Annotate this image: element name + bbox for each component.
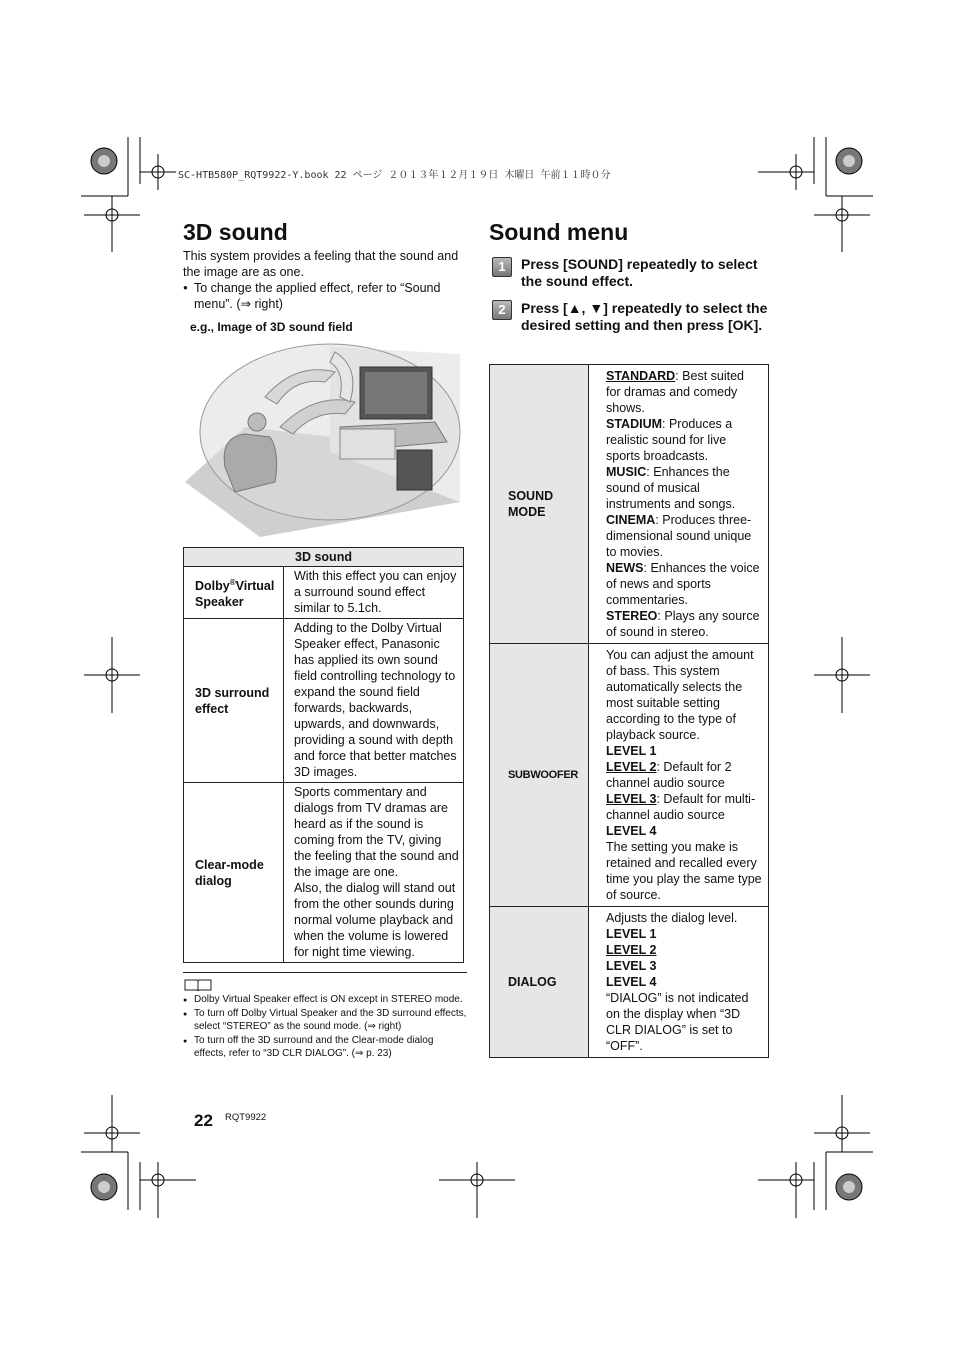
- intro-bullet: ● To change the applied effect, refer to “Sound menu”. (⇒ right): [183, 280, 467, 312]
- desc-sound-mode: [589, 365, 769, 644]
- option-name: NEWS: [606, 560, 644, 575]
- level-option: LEVEL 2: [606, 942, 657, 957]
- figure-caption: e.g., Image of 3D sound field: [190, 320, 353, 334]
- option-name: CINEMA: [606, 512, 656, 527]
- sound-mode-item: [606, 560, 762, 608]
- sound-mode-item: [606, 512, 762, 560]
- option-text: : Default for 2 channel audio source: [606, 759, 732, 790]
- 3d-sound-table: [183, 547, 464, 963]
- sound-mode-item: [606, 608, 762, 640]
- sound-mode-item: [606, 416, 762, 464]
- sound-mode-item: [606, 464, 762, 512]
- desc-subwoofer: [589, 644, 769, 907]
- option-text: : Default for multi-channel audio source: [606, 791, 756, 822]
- dialog-intro: Adjusts the dialog level.: [606, 910, 738, 925]
- step-2-badge: 2: [492, 300, 512, 320]
- note-item: ● To turn off Dolby Virtual Speaker and the 3D surround effects, select “STEREO” as the sound mode. (⇒ right): [183, 1007, 467, 1034]
- section-title-3d-sound: 3D sound: [183, 219, 288, 245]
- registered-mark: ®: [229, 577, 236, 587]
- table-row: [184, 567, 464, 619]
- row-label-3d-surround: 3D surround effect: [184, 619, 284, 783]
- notes-divider: [183, 972, 467, 973]
- option-name: LEVEL 3: [606, 791, 657, 806]
- subwoofer-intro: You can adjust the amount of bass. This system automatically selects the most suitable setting according to the type of playback source.: [606, 647, 754, 742]
- label-text: Virtual Speaker: [195, 579, 275, 610]
- row-label-dolby: [184, 567, 284, 619]
- sound-mode-item: [606, 368, 762, 416]
- table-header: 3D sound: [184, 548, 464, 567]
- model-code: RQT9922: [225, 1112, 267, 1123]
- step-1-badge: 1: [492, 257, 512, 277]
- step-1-text: Press [SOUND] repeatedly to select the sound effect.: [521, 256, 758, 289]
- subwoofer-outro: The setting you make is retained and recalled every time you play the same type of source.: [606, 839, 762, 902]
- table-row-subwoofer: [490, 644, 769, 907]
- option-text: : Best suited for dramas and comedy shows.: [606, 368, 745, 415]
- file-info-header: SC-HTB580P_RQT9922-Y.book 22 ページ ２０１３年１２月１９日 木曜日 午前１１時０分: [178, 170, 611, 181]
- row-label-clear-mode: Clear-mode dialog: [184, 783, 284, 963]
- notes-list: [183, 993, 467, 1061]
- level-option: LEVEL 4: [606, 823, 657, 838]
- table-row-sound-mode: [490, 365, 769, 644]
- table-row: [184, 619, 464, 783]
- table-row-dialog: [490, 907, 769, 1058]
- option-text: : Produces three-dimensional sound unique to movies.: [606, 512, 752, 559]
- table-header-row: [184, 548, 464, 567]
- sound-menu-table: [489, 364, 769, 1058]
- option-name: STADIUM: [606, 416, 663, 431]
- option-name: STEREO: [606, 608, 658, 623]
- option-text: : Plays any source of sound in stereo.: [606, 608, 760, 639]
- level-option: LEVEL 1: [606, 743, 657, 758]
- level-option: LEVEL 3: [606, 958, 657, 973]
- desc-paragraph: Sports commentary and dialogs from TV dramas are heard as if the sound is coming from the TV, giving the feeling that the sound and the image are one.: [294, 785, 459, 879]
- row-desc-3d-surround: Adding to the Dolby Virtual Speaker effect, Panasonic has applied its own sound field controlling technology to expand the sound field forwards, backwards, upwards, and downwards, providing a sound with depth and force that better matches 3D images.: [284, 619, 464, 783]
- note-item: ● Dolby Virtual Speaker effect is ON except in STEREO mode.: [183, 993, 467, 1007]
- option-text: : Enhances the voice of news and sports commentaries.: [606, 560, 760, 607]
- label-subwoofer: SUBWOOFER: [490, 644, 589, 907]
- desc-dialog: [589, 907, 769, 1058]
- option-text: : Produces a realistic sound for live sports broadcasts.: [606, 416, 733, 463]
- option-text: : Enhances the sound of musical instruments and songs.: [606, 464, 736, 511]
- level-option: LEVEL 1: [606, 926, 657, 941]
- section-title-sound-menu: Sound menu: [489, 219, 629, 245]
- option-name: LEVEL 2: [606, 759, 657, 774]
- row-desc-dolby: With this effect you can enjoy a surround sound effect similar to 5.1ch.: [284, 567, 464, 619]
- table-row: [184, 783, 464, 963]
- page-number: 22: [194, 1111, 213, 1130]
- dialog-outro: “DIALOG” is not indicated on the display when “3D CLR DIALOG” is set to “OFF”.: [606, 990, 749, 1053]
- label-dialog: DIALOG: [490, 907, 589, 1058]
- step-2-text: Press [▲, ▼] repeatedly to select the desired setting and then press [OK].: [521, 300, 768, 333]
- option-name: MUSIC: [606, 464, 647, 479]
- level-option: [606, 791, 762, 823]
- sound-field-illustration: [185, 342, 465, 540]
- intro-block: [183, 248, 467, 312]
- option-name: STANDARD: [606, 368, 676, 383]
- desc-paragraph: Also, the dialog will stand out from the other sounds during normal volume playback and when the volume is lowered for night time viewing.: [294, 881, 456, 959]
- note-item: ● To turn off the 3D surround and the Clear-mode dialog effects, refer to “3D CLR DIALOG”. (⇒ p. 23): [183, 1034, 467, 1061]
- intro-text: This system provides a feeling that the sound and the image are as one.: [183, 249, 459, 279]
- row-desc-clear-mode: [284, 783, 464, 963]
- level-option: [606, 759, 762, 791]
- level-option: LEVEL 4: [606, 974, 657, 989]
- label-text: Dolby: [195, 579, 230, 594]
- label-sound-mode: SOUND MODE: [490, 365, 589, 644]
- book-note-icon: [184, 978, 212, 991]
